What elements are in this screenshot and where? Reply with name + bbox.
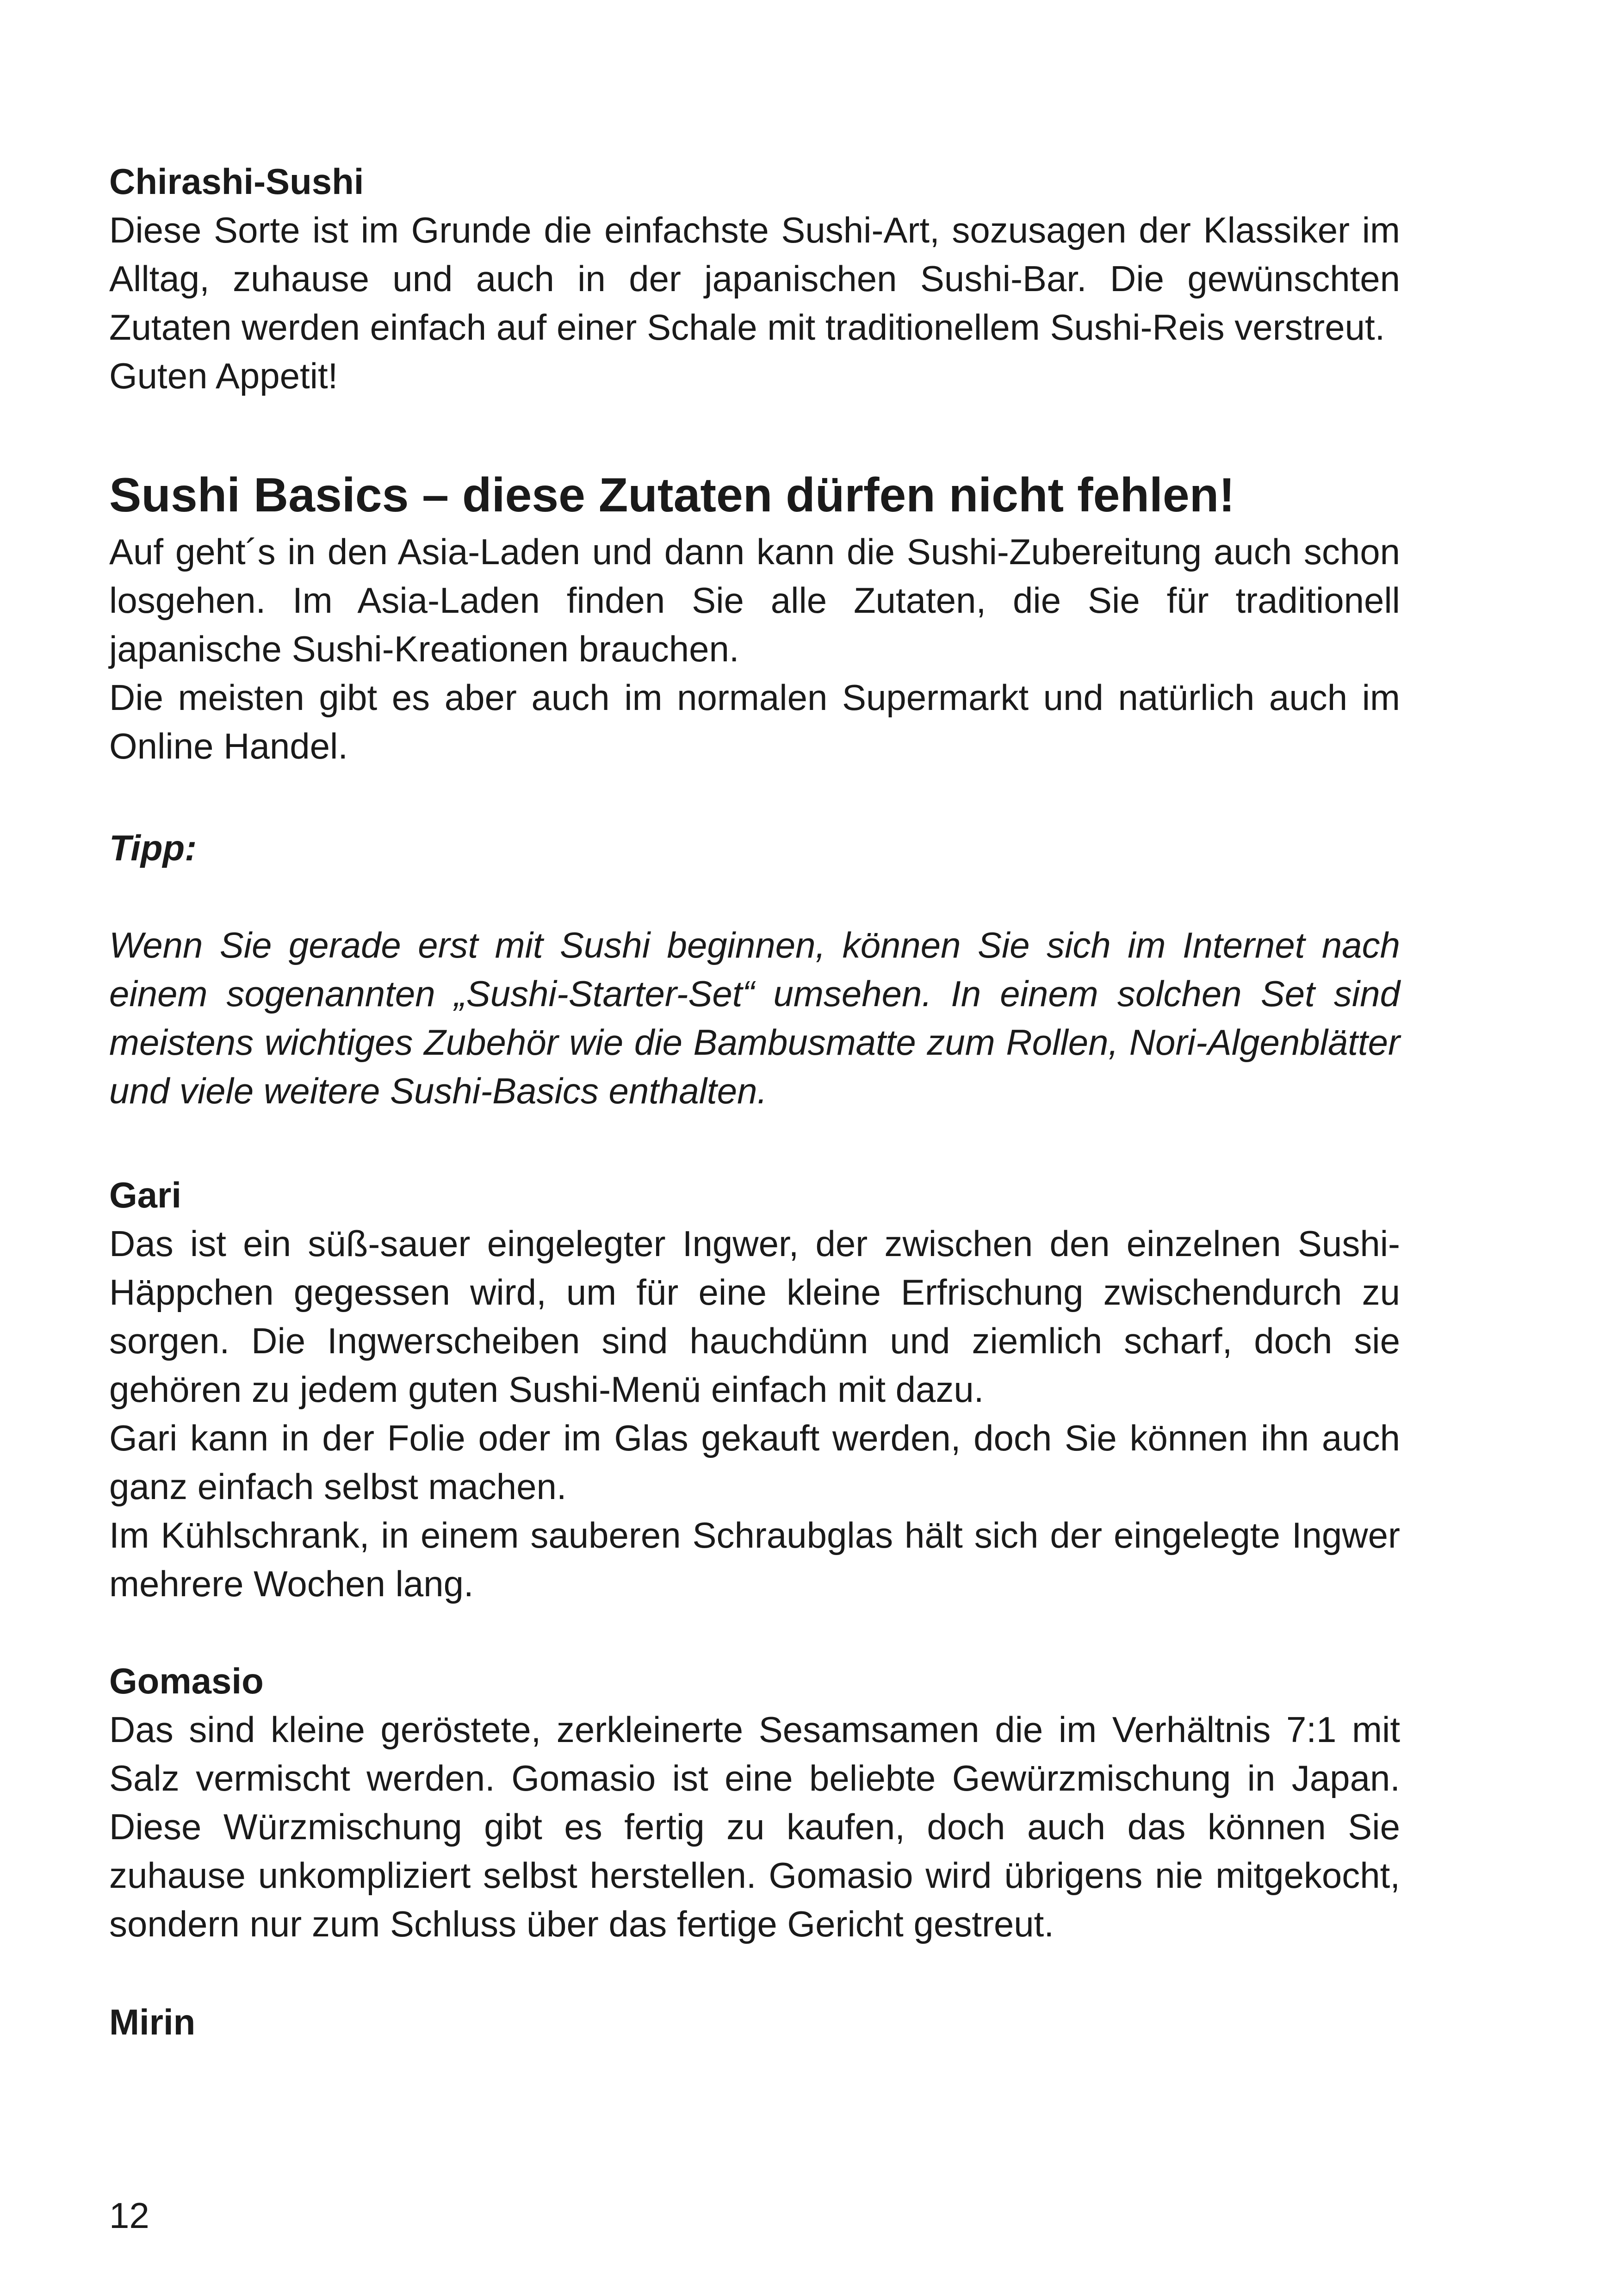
section-gari <box>109 1171 1400 1608</box>
page-number: 12 <box>109 2195 149 2236</box>
mirin-heading: Mirin <box>109 2002 196 2042</box>
section-tip <box>109 824 1400 1115</box>
chirashi-paragraph: Diese Sorte ist im Grunde die einfachste Sushi-Art, sozusagen der Klassiker im Alltag, zuhause und auch in der japanischen Sushi-Bar. Die gewünschten Zutaten werden einfach auf einer Schale mit traditionellem Sushi-Reis verstreut. <box>109 210 1400 348</box>
gari-heading: Gari <box>109 1175 182 1215</box>
basics-paragraph-2: Die meisten gibt es aber auch im normalen Supermarkt und natürlich auch im Online Handel. <box>109 677 1400 766</box>
gomasio-paragraph: Das sind kleine geröstete, zerkleinerte Sesamsamen die im Verhältnis 7:1 mit Salz vermischt werden. Gomasio ist eine beliebte Gewürzmischung in Japan. Diese Würzmischung gibt es fertig zu kaufen, doch auch das können Sie zuhause unkompliziert selbst herstellen. Gomasio wird übrigens nie mitgekocht, sondern nur zum Schluss über das fertige Gericht gestreut. <box>109 1709 1400 1944</box>
section-gomasio <box>109 1657 1400 1948</box>
chirashi-heading: Chirashi-Sushi <box>109 161 364 202</box>
chirashi-closing: Guten Appetit! <box>109 355 338 396</box>
tip-text: Wenn Sie gerade erst mit Sushi beginnen, können Sie sich im Internet nach einem sogenannten „Sushi-Starter-Set“ umsehen. In einem solchen Set sind meistens wichtiges Zubehör wie die Bambusmatte zum Rollen, Nori-Algenblätter und viele weitere Sushi-Basics enthalten. <box>109 925 1400 1111</box>
gari-paragraph-1: Das ist ein süß-sauer eingelegter Ingwer, der zwischen den einzelnen Sushi-Häppchen gegessen wird, um für eine kleine Erfrischung zwischendurch zu sorgen. Die Ingwerscheiben sind hauchdünn und ziemlich scharf, doch sie gehören zu jedem guten Sushi-Menü einfach mit dazu. <box>109 1223 1400 1410</box>
gomasio-heading: Gomasio <box>109 1661 264 1701</box>
section-mirin <box>109 1998 1400 2047</box>
section-chirashi <box>109 157 1400 400</box>
basics-heading: Sushi Basics – diese Zutaten dürfen nicht fehlen! <box>109 468 1235 522</box>
gari-paragraph-2: Gari kann in der Folie oder im Glas gekauft werden, doch Sie können ihn auch ganz einfach selbst machen. <box>109 1418 1400 1507</box>
tip-label: Tipp: <box>109 828 197 868</box>
section-basics <box>109 463 1400 771</box>
basics-paragraph-1: Auf geht´s in den Asia-Laden und dann kann die Sushi-Zubereitung auch schon losgehen. Im Asia-Laden finden Sie alle Zutaten, die Sie für traditionell japanische Sushi-Kreationen brauchen. <box>109 531 1400 669</box>
gari-paragraph-3: Im Kühlschrank, in einem sauberen Schraubglas hält sich der eingelegte Ingwer mehrere Wochen lang. <box>109 1515 1400 1604</box>
